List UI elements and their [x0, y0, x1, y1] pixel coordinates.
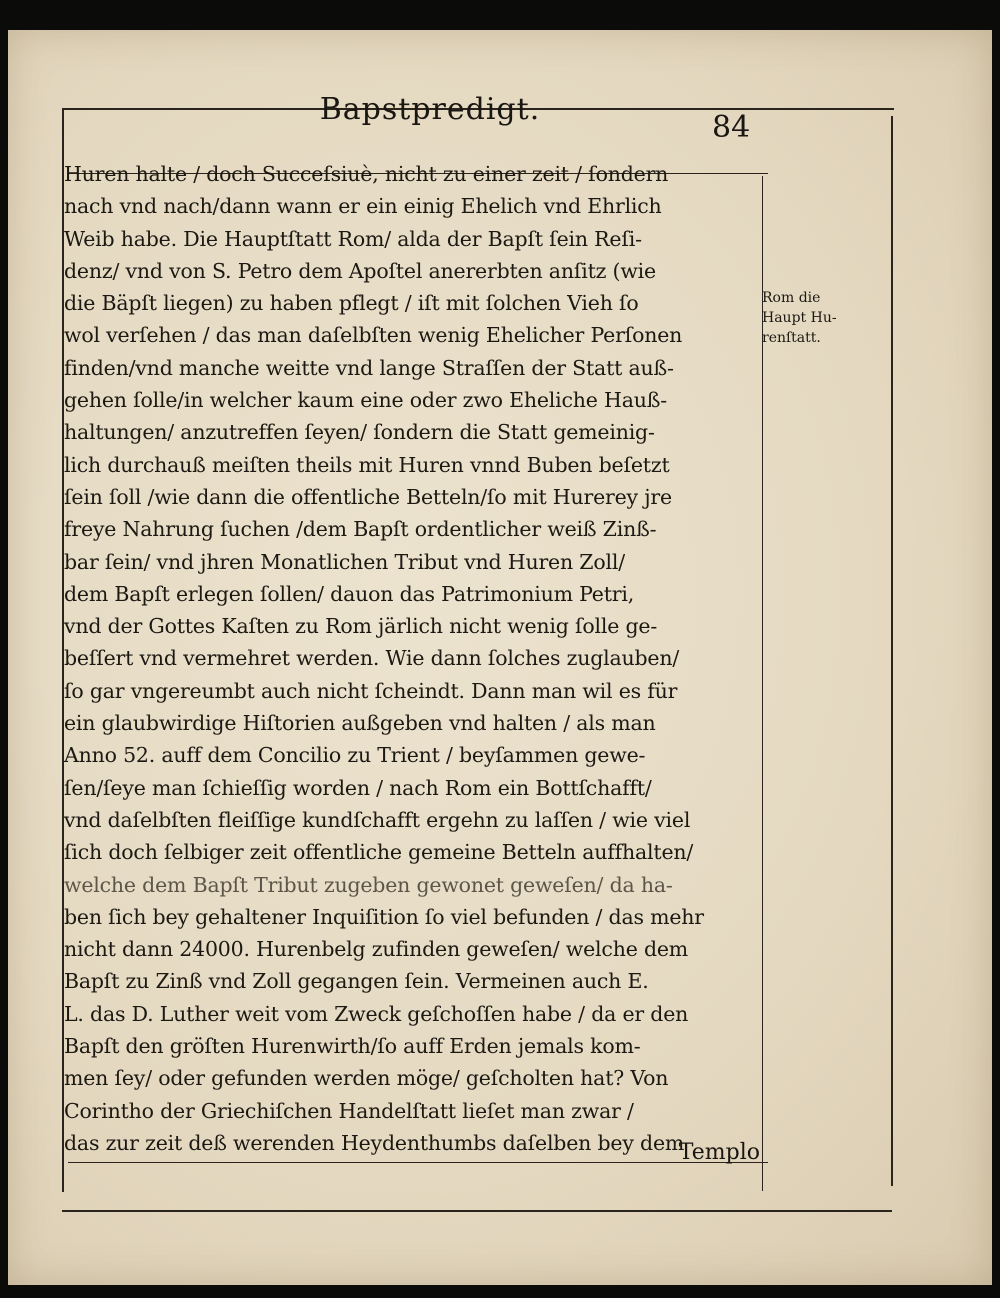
text-line: finden/vnd manche weitte vnd lange Straſſen der Statt auß- [64, 355, 674, 380]
text-line: L. das D. Luther weit vom Zweck geſchoſſen habe / da er den [64, 1001, 689, 1026]
catchword: Templo [678, 1140, 760, 1165]
marginal-note-line: Haupt Hu- [762, 310, 837, 326]
text-line: lich durchauß meiſten theils mit Huren vnnd Buben beſetzt [64, 452, 670, 477]
body-text [64, 158, 754, 1159]
text-line: die Bäpſt liegen) zu haben pflegt / iſt mit ſolchen Vieh ſo [64, 291, 639, 316]
text-line: gehen ſolle/in welcher kaum eine oder zwo Eheliche Hauß- [64, 388, 667, 413]
text-line: Huren halte / doch Succeſsiuè, nicht zu einer zeit / ſondern [64, 162, 669, 186]
text-line: denz/ vnd von S. Petro dem Apoſtel anererbten anſitz (wie [64, 258, 656, 283]
text-line: ſich doch ſelbiger zeit offentliche gemeine Betteln auffhalten/ [64, 840, 694, 865]
text-line: freye Nahrung ſuchen /dem Bapſt ordentlicher weiß Zinß- [64, 517, 657, 542]
frame-right-rule [891, 116, 893, 1186]
text-line: dem Bapſt erlegen ſollen/ dauon das Patrimonium Petri, [64, 581, 635, 606]
text-line: wol verſehen / das man daſelbſten wenig Ehelicher Perſonen [64, 323, 683, 348]
text-line: Anno 52. auff dem Concilio zu Trient / beyſammen gewe- [64, 743, 646, 768]
text-line: ein glaubwirdige Hiſtorien außgeben vnd halten / als man [64, 711, 656, 736]
text-line: ſein ſoll /wie dann die offentliche Betteln/ſo mit Hurerey jre [64, 484, 672, 509]
text-line: Corintho der Griechiſchen Handelſtatt lieſet man zwar / [64, 1098, 634, 1123]
text-line: haltungen/ anzutreffen ſeyen/ ſondern die Statt gemeinig- [64, 420, 655, 445]
text-line: ben ſich bey gehaltener Inquiſition ſo viel befunden / das mehr [64, 904, 704, 929]
text-line: ſen/ſeye man ſchieſſig worden / nach Rom ein Bottſchafft/ [64, 775, 652, 800]
page-number: 84 [712, 110, 751, 145]
text-line: nicht dann 24000. Hurenbelg zufinden geweſen/ welche dem [64, 937, 689, 962]
text-line: Bapſt den gröſten Hurenwirth/ſo auff Erden jemals kom- [64, 1034, 641, 1059]
marginal-note [762, 288, 892, 348]
text-line: Bapſt zu Zinß vnd Zoll gegangen ſein. Vermeinen auch E. [64, 969, 649, 994]
text-line: Weib habe. Die Hauptſtatt Rom/ alda der Bapſt ſein Reſi- [64, 226, 642, 251]
text-line: vnd der Gottes Kaſten zu Rom järlich nicht wenig ſolle ge- [64, 614, 658, 639]
text-line: bar ſein/ vnd jhren Monatlichen Tribut vnd Huren Zoll/ [64, 549, 625, 574]
text-line: das zur zeit deß werenden Heydenthumbs daſelben bey dem [64, 1130, 685, 1155]
marginal-note-line: Rom die [762, 290, 821, 306]
frame-bottom-rule [62, 1210, 892, 1212]
running-title: Bapstpredigt. [319, 92, 541, 127]
text-line: welche dem Bapſt Tribut zugeben gewonet geweſen/ da ha- [64, 872, 673, 897]
text-line: vnd daſelbſten fleiſſige kundſchafft ergehn zu laſſen / wie viel [64, 807, 691, 832]
text-line: men ſey/ oder gefunden werden möge/ geſcholten hat? Von [64, 1066, 669, 1091]
text-line: nach vnd nach/dann wann er ein einig Ehelich vnd Ehrlich [64, 194, 662, 219]
text-line: ſo gar vngereumbt auch nicht ſcheindt. Dann man wil es für [64, 678, 678, 703]
text-line: beſſert vnd vermehret werden. Wie dann ſolches zuglauben/ [64, 646, 680, 671]
marginal-note-line: renſtatt. [762, 330, 821, 346]
